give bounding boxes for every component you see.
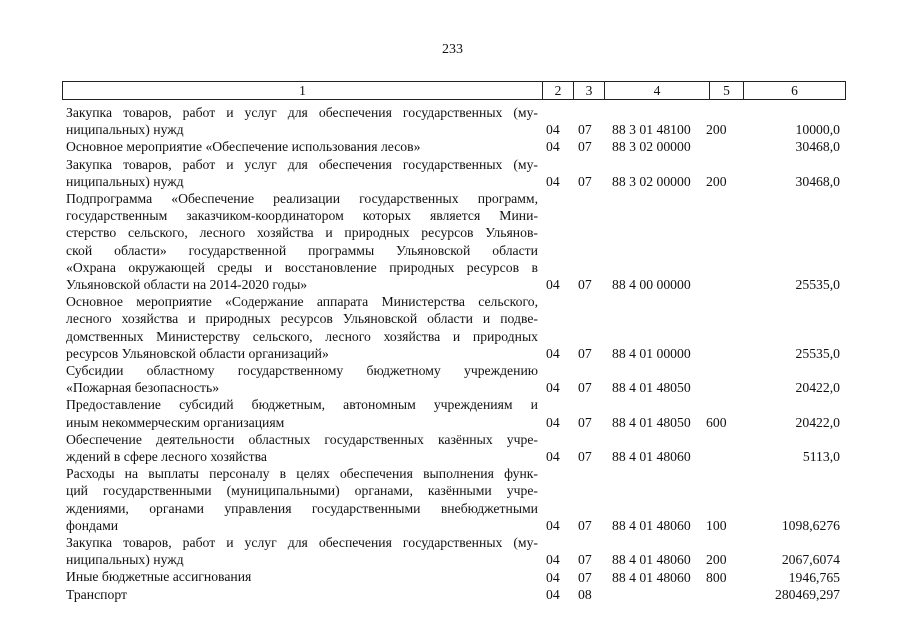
subsection-code: 07 xyxy=(578,449,592,465)
amount: 2067,6074 xyxy=(781,552,840,568)
target-article-code: 88 3 01 48100 xyxy=(612,122,691,138)
description-line: «Пожарная безопасность» xyxy=(66,380,220,396)
table-row xyxy=(66,293,846,362)
table-row xyxy=(66,586,846,603)
expense-type-code: 200 xyxy=(706,552,727,568)
subsection-code: 07 xyxy=(578,569,592,585)
description-line: ций государственными (муниципальными) органами, казёнными учре- xyxy=(66,483,538,499)
budget-table-body xyxy=(66,104,846,603)
expense-type-code: 200 xyxy=(706,173,727,189)
description-line: Основное мероприятие «Содержание аппарата Министерства сельского, xyxy=(66,294,538,310)
description-line: Закупка товаров, работ и услуг для обеспечения государственных (му- xyxy=(66,156,538,172)
row-codes xyxy=(546,121,846,138)
description-line: стерство сельского, лесного хозяйства и природных ресурсов Ульянов- xyxy=(66,225,538,241)
section-code: 04 xyxy=(546,173,560,189)
row-description xyxy=(66,431,538,465)
amount: 20422,0 xyxy=(795,414,840,430)
section-code: 04 xyxy=(546,380,560,396)
table-row xyxy=(66,465,846,534)
description-line: Ульяновской области на 2014-2020 годы» xyxy=(66,277,308,293)
row-description xyxy=(66,104,538,138)
section-code: 04 xyxy=(546,277,560,293)
description-line: Иные бюджетные ассигнования xyxy=(66,569,252,585)
description-line: Расходы на выплаты персоналу в целях обеспечения выполнения функ- xyxy=(66,466,538,482)
amount: 25535,0 xyxy=(795,277,840,293)
target-article-code: 88 4 01 48050 xyxy=(612,380,691,396)
description-line: ресурсов Ульяновской области организаций» xyxy=(66,345,329,361)
header-col-4: 4 xyxy=(605,82,710,99)
table-row xyxy=(66,156,846,190)
header-col-1: 1 xyxy=(299,83,306,98)
section-code: 04 xyxy=(546,569,560,585)
row-description xyxy=(66,465,538,534)
section-code: 04 xyxy=(546,139,560,155)
subsection-code: 07 xyxy=(578,414,592,430)
row-codes xyxy=(546,379,846,396)
row-codes xyxy=(546,345,846,362)
header-col-5: 5 xyxy=(710,82,744,99)
amount: 25535,0 xyxy=(795,345,840,361)
expense-type-code: 100 xyxy=(706,517,727,533)
target-article-code: 88 4 01 48060 xyxy=(612,517,691,533)
expense-type-code: 800 xyxy=(706,569,727,585)
row-codes xyxy=(546,569,846,586)
target-article-code: 88 4 01 48060 xyxy=(612,569,691,585)
row-description xyxy=(66,362,538,396)
section-code: 04 xyxy=(546,345,560,361)
description-line: ждениями, органами управления государственными внебюджетными xyxy=(66,500,538,516)
row-description xyxy=(66,138,538,155)
description-line: ждений в сфере лесного хозяйства xyxy=(66,449,267,465)
expense-type-code: 200 xyxy=(706,122,727,138)
amount: 10000,0 xyxy=(795,122,840,138)
row-description xyxy=(66,568,538,585)
target-article-code: 88 3 02 00000 xyxy=(612,139,691,155)
row-description xyxy=(66,586,538,603)
row-codes xyxy=(546,517,846,534)
description-line: ниципальных) нужд xyxy=(66,552,184,568)
description-line: Основное мероприятие «Обеспечение использования лесов» xyxy=(66,139,421,155)
table-row xyxy=(66,396,846,430)
row-description xyxy=(66,534,538,568)
header-col-6: 6 xyxy=(744,82,846,99)
amount: 5113,0 xyxy=(802,449,840,465)
row-codes xyxy=(546,138,846,155)
amount: 1946,765 xyxy=(788,569,840,585)
section-code: 04 xyxy=(546,552,560,568)
subsection-code: 07 xyxy=(578,122,592,138)
table-row xyxy=(66,104,846,138)
amount: 30468,0 xyxy=(795,139,840,155)
target-article-code: 88 4 01 48050 xyxy=(612,414,691,430)
description-line: Подпрограмма «Обеспечение реализации государственных программ, xyxy=(66,191,538,207)
section-code: 04 xyxy=(546,122,560,138)
target-article-code: 88 4 01 00000 xyxy=(612,345,691,361)
subsection-code: 07 xyxy=(578,277,592,293)
row-description xyxy=(66,293,538,362)
amount: 30468,0 xyxy=(795,173,840,189)
header-col-3: 3 xyxy=(574,82,605,99)
row-description xyxy=(66,190,538,293)
subsection-code: 07 xyxy=(578,552,592,568)
description-line: Обеспечение деятельности областных государственных казённых учре- xyxy=(66,431,538,447)
table-row xyxy=(66,431,846,465)
table-header xyxy=(62,81,846,100)
subsection-code: 07 xyxy=(578,345,592,361)
row-description xyxy=(66,156,538,190)
description-line: государственным заказчиком-координатором которых является Мини- xyxy=(66,208,538,224)
description-line: лесного хозяйства и природных ресурсов Ульяновской области и подве- xyxy=(66,311,538,327)
section-code: 04 xyxy=(546,517,560,533)
header-col-2: 2 xyxy=(543,82,574,99)
target-article-code: 88 4 01 48060 xyxy=(612,552,691,568)
row-codes xyxy=(546,276,846,293)
description-line: Субсидии областному государственному бюджетному учреждению xyxy=(66,363,538,379)
description-line: ниципальных) нужд xyxy=(66,173,184,189)
description-line: фондами xyxy=(66,517,119,533)
target-article-code: 88 3 02 00000 xyxy=(612,173,691,189)
amount: 1098,6276 xyxy=(781,517,840,533)
table-row xyxy=(66,138,846,155)
description-line: ской области» государственной программы Ульяновской области xyxy=(66,242,538,258)
table-row xyxy=(66,534,846,568)
description-line: «Охрана окружающей среды и восстановление природных ресурсов в xyxy=(66,259,538,275)
subsection-code: 08 xyxy=(578,586,592,602)
description-line: Транспорт xyxy=(66,586,127,602)
row-codes xyxy=(546,586,846,603)
section-code: 04 xyxy=(546,414,560,430)
amount: 280469,297 xyxy=(774,586,840,602)
description-line: ниципальных) нужд xyxy=(66,122,184,138)
table-row xyxy=(66,362,846,396)
row-codes xyxy=(546,173,846,190)
amount: 20422,0 xyxy=(795,380,840,396)
row-description xyxy=(66,396,538,430)
target-article-code: 88 4 00 00000 xyxy=(612,277,691,293)
row-codes xyxy=(546,448,846,465)
row-codes xyxy=(546,551,846,568)
section-code: 04 xyxy=(546,586,560,602)
section-code: 04 xyxy=(546,449,560,465)
subsection-code: 07 xyxy=(578,139,592,155)
description-line: Закупка товаров, работ и услуг для обеспечения государственных (му- xyxy=(66,535,538,551)
description-line: Предоставление субсидий бюджетным, автономным учреждениям и xyxy=(66,397,538,413)
table-row xyxy=(66,190,846,293)
row-codes xyxy=(546,414,846,431)
subsection-code: 07 xyxy=(578,173,592,189)
subsection-code: 07 xyxy=(578,517,592,533)
description-line: домственных Министерству сельского, лесного хозяйства и природных xyxy=(66,328,538,344)
expense-type-code: 600 xyxy=(706,414,727,430)
page-number: 233 xyxy=(442,42,463,57)
description-line: иным некоммерческим организациям xyxy=(66,414,285,430)
subsection-code: 07 xyxy=(578,380,592,396)
target-article-code: 88 4 01 48060 xyxy=(612,449,691,465)
description-line: Закупка товаров, работ и услуг для обеспечения государственных (му- xyxy=(66,105,538,120)
table-row xyxy=(66,568,846,585)
